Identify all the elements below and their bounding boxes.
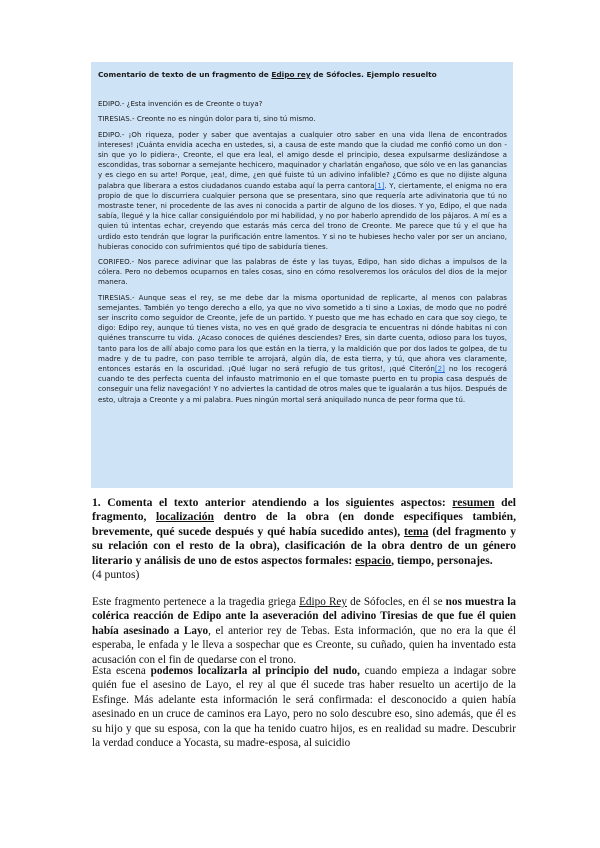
dialogue-edipo-1: EDIPO.- ¿Esta invención es de Creonte o tuya? <box>98 99 263 109</box>
dialogue-edipo-2-a: EDIPO.- ¡Oh riqueza, poder y saber que aventajas a cualquier otro saber en una vida llena de encontrados intereses! ¡Cuánta envidia acecha en ustedes, si, a causa de este mando que la ciudad me confió como un don -sin que yo lo pidiera-, Creonte, el que era leal, el amigo desde el principio, desea expulsarme deslizándose a escondidas, tras sobornar a semejante hechicero, maquinador y charlatán engañoso, que sólo ve en las ganancias y es ciego en su arte! Porque, ¡ea!, dime, ¿en qué fuiste tú un adivino infalible? ¿Cómo es que no dijiste alguna palabra que liberara a estos ciudadanos cuando estaba aquí la perra cantora <box>98 129 507 190</box>
question-keyword-tema: tema <box>404 524 429 538</box>
answer-paragraph-2 <box>92 664 516 750</box>
dialogue-edipo-2-b: . Y, ciertamente, el enigma no era propio de que lo discurriera cualquier persona que se presentara, sino que requería arte adivinatoria que tú no mostraste tener, ni procedente de las aves ni conocida a partir de alguno de los dioses. Y yo, Edipo, el que nada sabía, llegué y la hice callar consiguiéndolo por mi habilidad, y no por haberlo aprendido de los pájaros. A mí es a quien tú intentas echar, creyendo que estarás más cerca del trono de Creonte. Me parece que tú y el que ha urdido esto tendrán que lograr la purificación entre lamentos. Y si no te hubieses hecho valer por ser un anciano, hubieras conocido con sufrimientos qué tipo de sabiduría tienes. <box>98 180 507 251</box>
question-points: (4 puntos) <box>92 568 140 582</box>
excerpt-title <box>98 70 507 80</box>
dialogue-tiresias-2-b: no los recogerá cuando te des perfecta cuenta del infausto matrimonio en el que tomaste puerto en tu propia casa después de conseguir una feliz navegación! Y no adviertes la cantidad de otros males que te igualarán a tus hijos. Después de esto, ultraja a Creonte y a mi palabra. Pues ningún mortal será aniquilado nunca de peor forma que tú. <box>98 364 507 404</box>
question-text-3: dentro de la obra (en donde especifiques también, brevemente, qué sucede después y qué había sucedido antes), <box>92 510 516 538</box>
dialogue-tiresias-2-a: TIRESIAS.- Aunque seas el rey, se me debe dar la misma oportunidad de replicarte, al menos con palabras semejantes. También yo tengo derecho a ello, ya que no vivo sometido a ti sino a Loxias, de modo que no podré ser inscrito como seguidor de Creonte, jefe de un partido. Y puesto que me has echado en cara que soy ciego, te digo: Edipo rey, aunque tú tienes vista, no ves en qué grado de desgracia te encuentras ni dónde habitas ni con quiénes transcurre tu vida. ¿Acaso conoces de quiénes desciendes? Eres, sin darte cuenta, odioso para los tuyos, tanto para los de allí abajo como para los que están en la tierra, y la maldición que por dos lados te golpea, de tu madre y de tu padre, con paso terrible te arrojará, algún día, de esta tierra, y tú, que ahora ves claramente, entonces estarás en la oscuridad. ¡Qué lugar no será refugio de tus gritos!, ¡qué Citerón <box>98 292 507 374</box>
answer-work-title: Edipo Rey <box>299 596 347 608</box>
answer-1-a: Este fragmento pertenece a la tragedia griega <box>92 596 300 608</box>
dialogue-tiresias-2 <box>98 293 507 405</box>
answer-1-c: , el anterior rey de Tebas. Esta información, que no era la que él esperaba, le enfada y le lleva a sospechar que es Creonte, su cuñado, quien ha inventado esta acusación con el fin de quedarse con el trono. <box>92 624 516 666</box>
title-suffix: de Sófocles. Ejemplo resuelto <box>310 70 437 79</box>
question-text-4: (del fragmento y su relación con el resto de la obra), clasificación de la obra dentro de un género literario y análisis de uno de estos aspectos formales: <box>92 524 516 567</box>
question-keyword-localizacion: localización <box>156 510 215 524</box>
question-number: 1. <box>92 496 101 509</box>
answer-1-bold: nos muestra la colérica reacción de Edipo ante la aseveración del adivino Tiresias de que fue él quien había asesinado a Layo <box>92 596 516 637</box>
question-text-5: , tiempo, personajes. <box>391 553 493 567</box>
question-keyword-resumen: resumen <box>452 496 495 509</box>
footnote-ref-1[interactable]: [1] <box>374 180 385 190</box>
question-keyword-espacio: espacio <box>355 553 392 567</box>
answer-paragraph-1 <box>92 595 516 667</box>
dialogue-tiresias-1: TIRESIAS.- Creonte no es ningún dolor para ti, sino tú mismo. <box>98 114 316 124</box>
question-text-1: Comenta el texto anterior atendiendo a los siguientes aspectos: <box>100 496 453 509</box>
dialogue-corifeo: CORIFEO.- Nos parece adivinar que las palabras de éste y las tuyas, Edipo, han sido dichas a impulsos de la cólera. Pero no debemos ocuparnos en tales cosas, sino en cómo resolveremos los oráculos del dios de la mejor manera. <box>98 257 507 287</box>
footnote-ref-2[interactable]: [2] <box>434 364 445 374</box>
dialogue-edipo-2 <box>98 130 507 252</box>
question-text-2: del fragmento, <box>92 496 516 524</box>
answer-2-b: cuando empieza a indagar sobre quién fue el asesino de Layo, el rey al que él sucede tras haber resuelto un acertijo de la Esfinge. Más adelante esta información le será confirmada: el desconocido a quien había asesinado en un cruce de caminos era Layo, pero no solo descubre eso, sino además, que él es su hijo y que su esposa, con la que ha tenido cuatro hijos, es en realidad su madre. Descubrir la verdad conduce a Yocasta, su madre-esposa, al suicidio <box>92 665 517 750</box>
answer-2-bold: podemos localizarla al principio del nudo, <box>150 665 360 677</box>
title-work-link[interactable]: Edipo rey <box>271 70 311 79</box>
answer-1-b: de Sófocles, en él se <box>346 596 446 608</box>
excerpt-box <box>91 62 513 488</box>
answer-2-a: Esta escena <box>92 665 151 677</box>
question-1 <box>92 496 516 582</box>
title-prefix: Comentario de texto de un fragmento de <box>98 70 272 79</box>
